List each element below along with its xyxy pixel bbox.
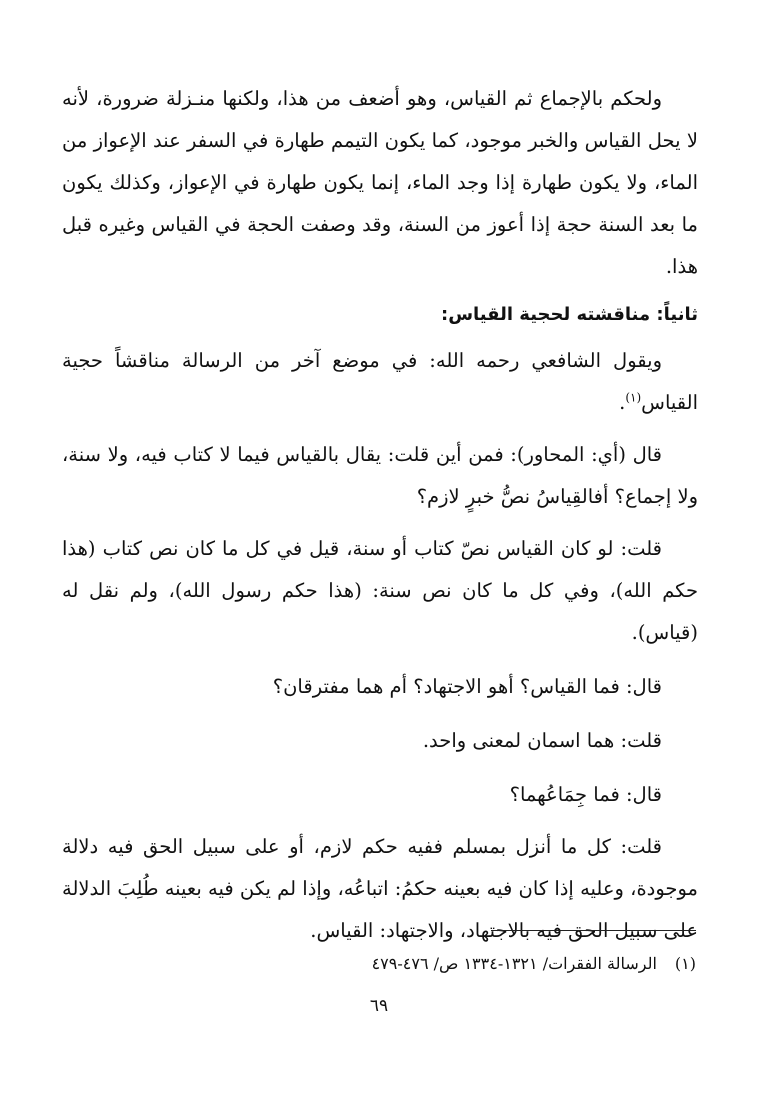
paragraph-3: قال (أي: المحاور): فمن أين قلت: يقال بالقياس فيما لا كتاب فيه، ولا سنة، ولا إجماع؟ أفالقِياسُ نصُّ خبرٍ لازم؟ — [62, 443, 698, 508]
paragraph-1: ولحكم بالإجماع ثم القياس، وهو أضعف من هذا، ولكنها منـزلة ضرورة، لأنه لا يحل القياس والخبر موجود، كما يكون التيمم طهارة في السفر عند الإعواز من الماء، ولا يكون طهارة إذا وجد الماء، إنما يكون طهارة في الإعواز، وكذلك يكون ما بعد السنة حجة إذا أعوز من السنة، وقد وصفت الحجة في القياس وغيره قبل هذا. — [62, 87, 698, 278]
page-body — [62, 78, 698, 952]
paragraph-2-text: ويقول الشافعي رحمه الله: في موضع آخر من الرسالة مناقشاً حجية القياس — [62, 349, 698, 414]
section-heading: ثانياً: مناقشته لحجية القياس: — [441, 304, 698, 325]
paragraph-4: قلت: لو كان القياس نصّ كتاب أو سنة، قيل في كل ما كان نص كتاب (هذا حكم الله)، وفي كل ما كان نص سنة: (هذا حكم رسول الله)، ولم نقل له (قياس). — [62, 537, 698, 644]
footnote-divider — [491, 930, 696, 931]
paragraph-6: قلت: هما اسمان لمعنى واحد. — [422, 729, 662, 752]
footnote-number: (١) — [674, 954, 696, 973]
page-number: ٦٩ — [369, 996, 389, 1016]
paragraph-7: قال: فما جِمَاعُهما؟ — [509, 783, 662, 806]
paragraph-2 — [62, 340, 698, 424]
paragraph-8: قلت: كل ما أنزل بمسلم ففيه حكم لازم، أو على سبيل الحق فيه دلالة موجودة، وعليه إذا كان فيه بعينه حكمُ: اتباعُه، وإذا لم يكن فيه بعينه طُلِبَ الدلالة على سبيل الحق فيه بالاجتهاد، والاجتهاد: القياس. — [62, 835, 698, 942]
footnote-reference[interactable]: (١) — [625, 390, 642, 405]
paragraph-5: قال: فما القياس؟ أهو الاجتهاد؟ أم هما مفترقان؟ — [272, 675, 662, 698]
footnote — [60, 950, 696, 978]
footnote-text: الرسالة الفقرات/ ١٣٢١-١٣٣٤ ص/ ٤٧٦-٤٧٩ — [371, 954, 657, 973]
paragraph-2-end: . — [619, 391, 626, 414]
